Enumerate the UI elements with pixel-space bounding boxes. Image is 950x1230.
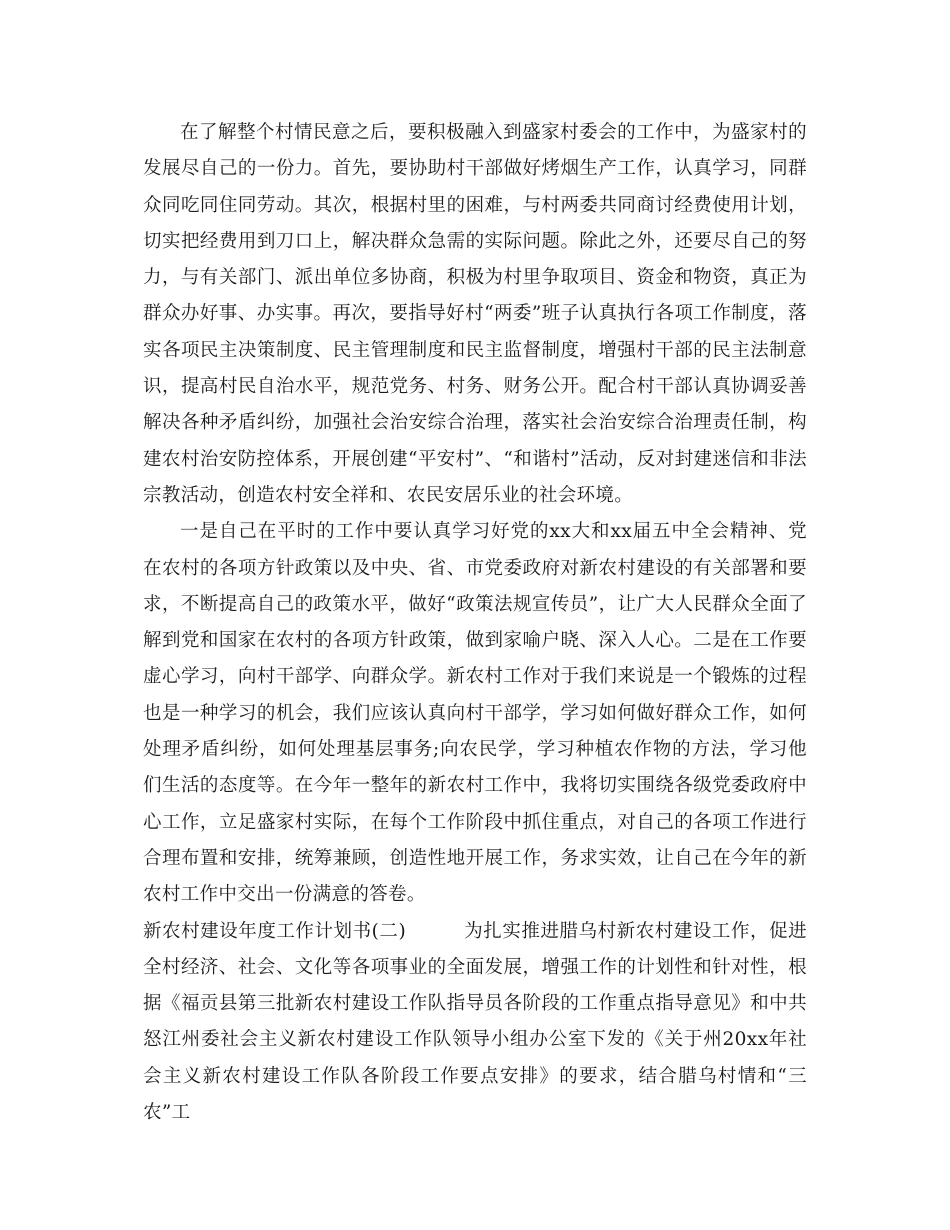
document-body [143,115,807,1131]
paragraph-2: 一是自己在平时的工作中要认真学习好党的xx大和xx届五中全会精神、党在农村的各项方针政策以及中央、省、市党委政府对新农村建设的有关部署和要求，不断提高自己的政策水平，做好“政策法规宣传员”，让广大人民群众全面了解到党和国家在农村的各项方针政策，做到家喻户晓、深入人心。二是在工作要虚心学习，向村干部学、向群众学。新农村工作对于我们来说是一个锻炼的过程也是一种学习的机会，我们应该认真向村干部学，学习如何做好群众工作，如何处理矛盾纠纷，如何处理基层事务;向农民学，学习种植农作物的方法，学习他们生活的态度等。在今年一整年的新农村工作中，我将切实围绕各级党委政府中心工作，立足盛家村实际，在每个工作阶段中抓住重点，对自己的各项工作进行合理布置和安排，统筹兼顾，创造性地开展工作，务求实效，让自己在今年的新农村工作中交出一份满意的答卷。 [143,521,807,906]
paragraph-1: 在了解整个村情民意之后，要积极融入到盛家村委会的工作中，为盛家村的发展尽自己的一份力。首先，要协助村干部做好烤烟生产工作，认真学习，同群众同吃同住同劳动。其次，根据村里的困难，与村两委共同商讨经费使用计划，切实把经费用到刀口上，解决群众急需的实际问题。除此之外，还要尽自己的努力，与有关部门、派出单位多协商，积极为村里争取项目、资金和物资，真正为群众办好事、办实事。再次，要指导好村“两委”班子认真执行各项工作制度，落实各项民主决策制度、民主管理制度和民主监督制度，增强村干部的民主法制意识，提高村民自治水平，规范党务、村务、财务公开。配合村干部认真协调妥善解决各种矛盾纠纷，加强社会治安综合治理，落实社会治安综合治理责任制，构建农村治安防控体系，开展创建“平安村”、“和谐村”活动，反对封建迷信和非法宗教活动，创造农村安全祥和、农民安居乐业的社会环境。 [143,122,807,506]
section-paragraph [143,914,807,1132]
section-text: 为扎实推进腊乌村新农村建设工作，促进全村经济、社会、文化等各项事业的全面发展，增强工作的计划性和针对性，根据《福贡县第三批新农村建设工作队指导员各阶段的工作重点指导意见》和中共怒江州委社会主义新农村建设工作队领导小组办公室下发的《关于州20xx年社会主义新农村建设工作队各阶段工作要点安排》的要求，结合腊乌村情和“三农”工 [143,920,807,1124]
section-title: 新农村建设年度工作计划书(二) [143,920,407,942]
